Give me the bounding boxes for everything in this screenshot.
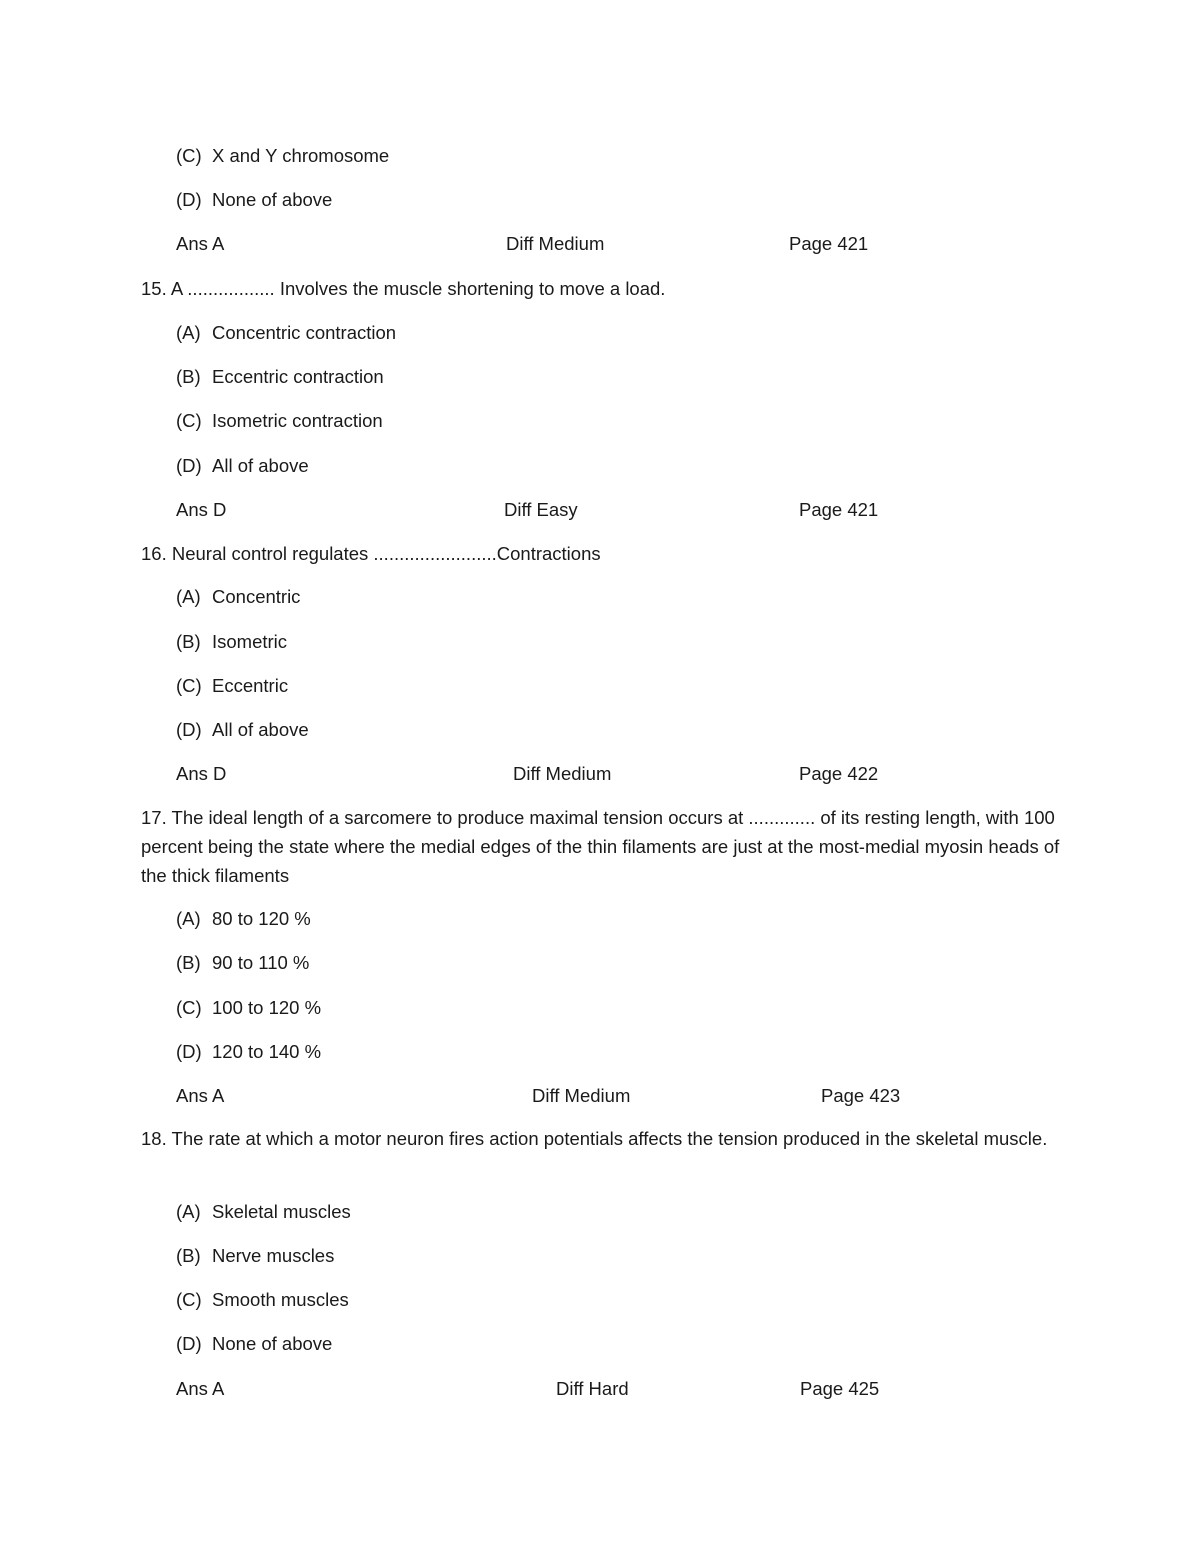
question-text: 16. Neural control regulates ........................Contractions [141, 543, 601, 564]
answer: Ans A [176, 1085, 225, 1106]
option-b: (B) Nerve muscles [176, 1245, 335, 1266]
option-c: (C) 100 to 120 % [176, 997, 322, 1018]
page-ref: Page 421 [799, 499, 879, 520]
option-c: (C) Isometric contraction [176, 410, 383, 431]
option-d: (D) 120 to 140 % [176, 1041, 322, 1062]
answer-row [0, 1081, 1200, 1110]
option-b: (B) Isometric [176, 631, 288, 652]
option-b: (B) Eccentric contraction [176, 366, 384, 387]
option-b: (B) 90 to 110 % [176, 952, 310, 973]
answer: Ans A [176, 233, 225, 254]
answer: Ans A [176, 1378, 225, 1399]
difficulty: Diff Hard [556, 1378, 629, 1399]
answer-row [0, 495, 1200, 524]
page-ref: Page 421 [789, 233, 869, 254]
difficulty: Diff Medium [513, 763, 612, 784]
answer-row [0, 759, 1200, 788]
option-a: (A) Concentric [176, 586, 301, 607]
option-a: (A) 80 to 120 % [176, 908, 311, 929]
option-a: (A) Concentric contraction [176, 322, 397, 343]
option-d: (D) All of above [176, 719, 309, 740]
difficulty: Diff Medium [532, 1085, 631, 1106]
option-d: (D) None of above [176, 189, 333, 210]
option-a: (A) Skeletal muscles [176, 1201, 351, 1222]
option-c: (C) Eccentric [176, 675, 289, 696]
page-ref: Page 423 [821, 1085, 901, 1106]
answer: Ans D [176, 763, 227, 784]
question-text: 17. The ideal length of a sarcomere to produce maximal tension occurs at ............. of its resting length, with 100 percent being the state where the medial edges of the thin filaments are just at the most-medial myosin heads of the thick filaments [141, 807, 1060, 886]
option-c: (C) Smooth muscles [176, 1289, 349, 1310]
option-d: (D) All of above [176, 455, 309, 476]
difficulty: Diff Medium [506, 233, 605, 254]
page-ref: Page 422 [799, 763, 879, 784]
answer-row [0, 1374, 1200, 1403]
answer: Ans D [176, 499, 227, 520]
answer-row [0, 229, 1200, 258]
question-text: 15. A ................. Involves the muscle shortening to move a load. [141, 278, 666, 299]
difficulty: Diff Easy [504, 499, 578, 520]
option-d: (D) None of above [176, 1333, 333, 1354]
question-text: 18. The rate at which a motor neuron fires action potentials affects the tension produced in the skeletal muscle. [141, 1128, 1048, 1149]
page-ref: Page 425 [800, 1378, 880, 1399]
option-c: (C) X and Y chromosome [176, 145, 390, 166]
